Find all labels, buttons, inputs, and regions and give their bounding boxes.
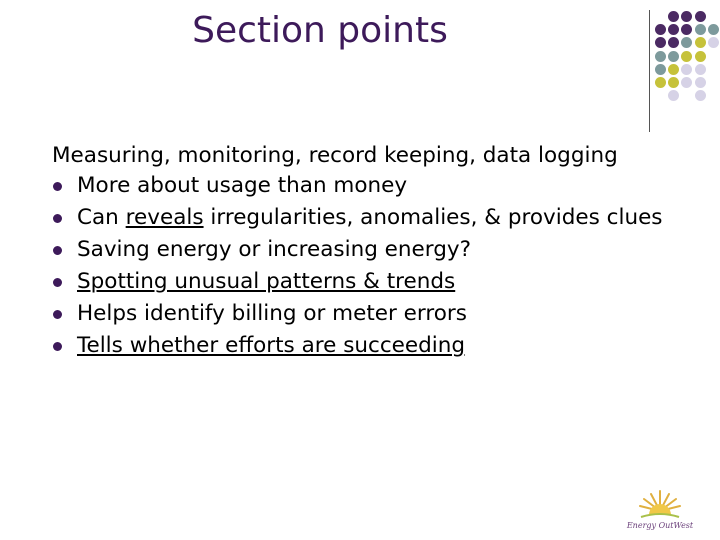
bullet-text: More about usage than money [77,173,408,198]
decorative-dot [695,90,706,101]
bullet-text: Helps identify billing or meter errors [77,301,467,326]
decorative-dot [668,51,679,62]
decorative-dot [695,64,706,75]
energy-outwest-logo [625,485,695,530]
bullet-text-underlined: reveals [125,205,204,230]
slide-title: Section points [192,10,448,51]
decorative-dot [655,51,666,62]
decorative-dot [655,77,666,88]
list-item [52,300,692,327]
list-item [52,204,692,231]
decorative-dot [655,64,666,75]
decorative-dot [695,11,706,22]
decorative-dot [668,77,679,88]
bullet-icon [53,246,62,255]
bullet-icon [53,214,62,223]
bullet-text: Spotting unusual patterns & trends [77,269,456,294]
decorative-dot [668,64,679,75]
logo-text: Energy OutWest [626,521,694,530]
decorative-dot [681,51,692,62]
list-item [52,172,692,199]
decorative-dot [668,24,679,35]
decorative-dot [668,90,679,101]
section-heading: Measuring, monitoring, record keeping, data logging [52,143,618,168]
decorative-dot [695,24,706,35]
list-item [52,268,692,295]
bullet-text: Tells whether efforts are succeeding [77,333,466,358]
decorative-dot [668,37,679,48]
decorative-dot [681,64,692,75]
decorative-dot [708,24,719,35]
slide-body [52,142,692,364]
vertical-divider [649,10,650,132]
sun-icon [625,485,695,521]
decorative-dot [695,37,706,48]
list-item [52,236,692,263]
list-item [52,332,692,359]
decorative-dot [681,24,692,35]
bullet-icon [53,182,62,191]
bullet-list [52,172,692,359]
decorative-dot [695,77,706,88]
bullet-text: Saving energy or increasing energy? [77,237,472,262]
bullet-text-post: irregularities, anomalies, & provides clues [203,205,663,230]
bullet-icon [53,310,62,319]
bullet-text-pre: Can [77,205,126,230]
decorative-dot [708,37,719,48]
decorative-dot [681,77,692,88]
decorative-dot [655,24,666,35]
decorative-dot [668,11,679,22]
decorative-dot [655,37,666,48]
decorative-dot [681,11,692,22]
bullet-icon [53,342,62,351]
decorative-dot [695,51,706,62]
decorative-dot [681,37,692,48]
bullet-icon [53,278,62,287]
decorative-dot-grid [0,0,720,140]
